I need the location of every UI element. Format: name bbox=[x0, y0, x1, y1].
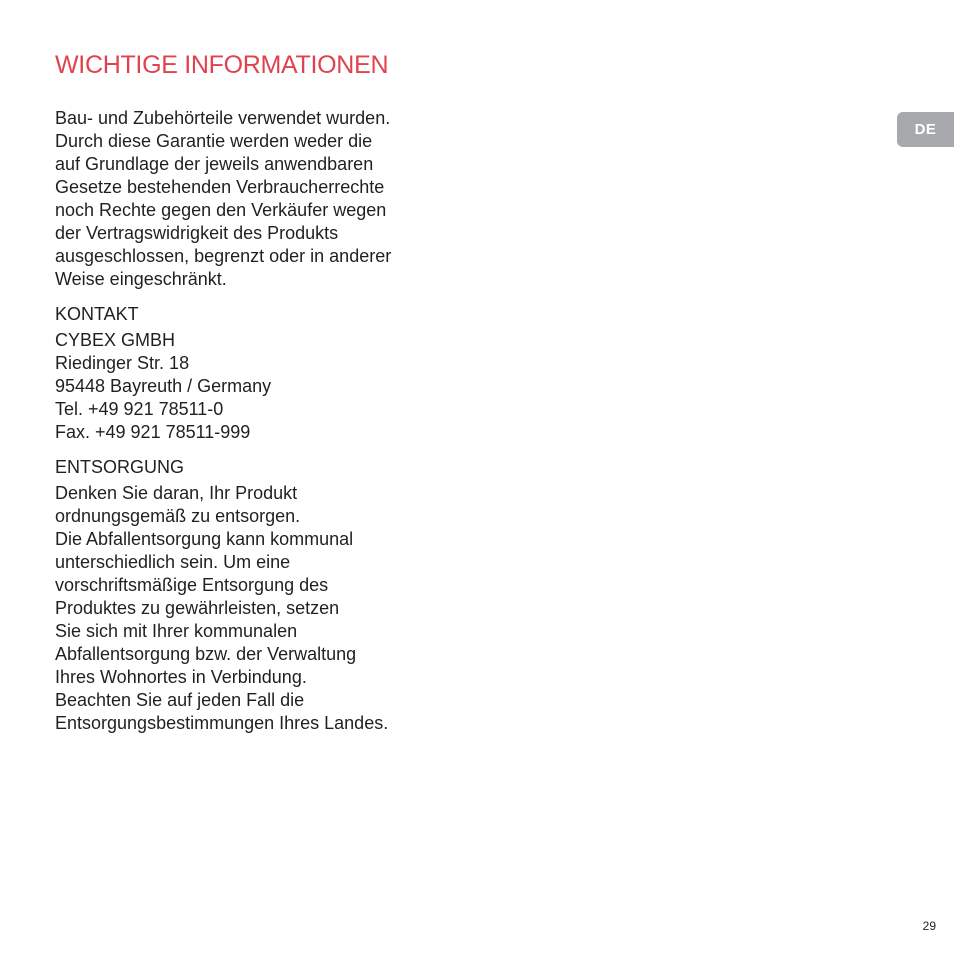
warranty-line: Bau- und Zubehörteile verwendet wurden. bbox=[55, 108, 391, 128]
disposal-line: Sie sich mit Ihrer kommunalen bbox=[55, 621, 298, 641]
warranty-line: noch Rechte gegen den Verkäufer wegen bbox=[55, 200, 387, 220]
disposal-line: Beachten Sie auf jeden Fall die bbox=[55, 690, 305, 710]
disposal-line: Produktes zu gewährleisten, setzen bbox=[55, 598, 340, 618]
disposal-line: Ihres Wohnortes in Verbindung. bbox=[55, 667, 307, 687]
contact-heading: KONTAKT bbox=[55, 304, 139, 324]
disposal-heading: ENTSORGUNG bbox=[55, 457, 185, 477]
disposal-line: vorschriftsmäßige Entsorgung des bbox=[55, 575, 329, 595]
warranty-line: der Vertragswidrigkeit des Produkts bbox=[55, 223, 339, 243]
main-content bbox=[55, 107, 455, 735]
company-name: CYBEX GMBH bbox=[55, 330, 176, 350]
warranty-line: Weise eingeschränkt. bbox=[55, 269, 227, 289]
page-title: WICHTIGE INFORMATIONEN bbox=[55, 51, 389, 79]
warranty-line: auf Grundlage der jeweils anwendbaren bbox=[55, 154, 374, 174]
city-address: 95448 Bayreuth / Germany bbox=[55, 376, 272, 396]
disposal-line: unterschiedlich sein. Um eine bbox=[55, 552, 291, 572]
disposal-line: Denken Sie daran, Ihr Produkt bbox=[55, 483, 298, 503]
phone-number: Tel. +49 921 78511-0 bbox=[55, 399, 224, 419]
warranty-paragraph bbox=[55, 107, 455, 291]
contact-block bbox=[55, 329, 455, 444]
disposal-line: ordnungsgemäß zu entsorgen. bbox=[55, 506, 301, 526]
disposal-line: Die Abfallentsorgung kann kommunal bbox=[55, 529, 354, 549]
warranty-line: Gesetze bestehenden Verbraucherrechte bbox=[55, 177, 385, 197]
disposal-paragraph bbox=[55, 482, 455, 735]
warranty-line: Durch diese Garantie werden weder die bbox=[55, 131, 373, 151]
warranty-line: ausgeschlossen, begrenzt oder in anderer bbox=[55, 246, 392, 266]
fax-number: Fax. +49 921 78511-999 bbox=[55, 422, 251, 442]
disposal-line: Abfallentsorgung bzw. der Verwaltung bbox=[55, 644, 357, 664]
language-badge: DE bbox=[897, 112, 954, 147]
disposal-line: Entsorgungsbestimmungen Ihres Landes. bbox=[55, 713, 389, 733]
street-address: Riedinger Str. 18 bbox=[55, 353, 190, 373]
page-number: 29 bbox=[922, 919, 936, 933]
